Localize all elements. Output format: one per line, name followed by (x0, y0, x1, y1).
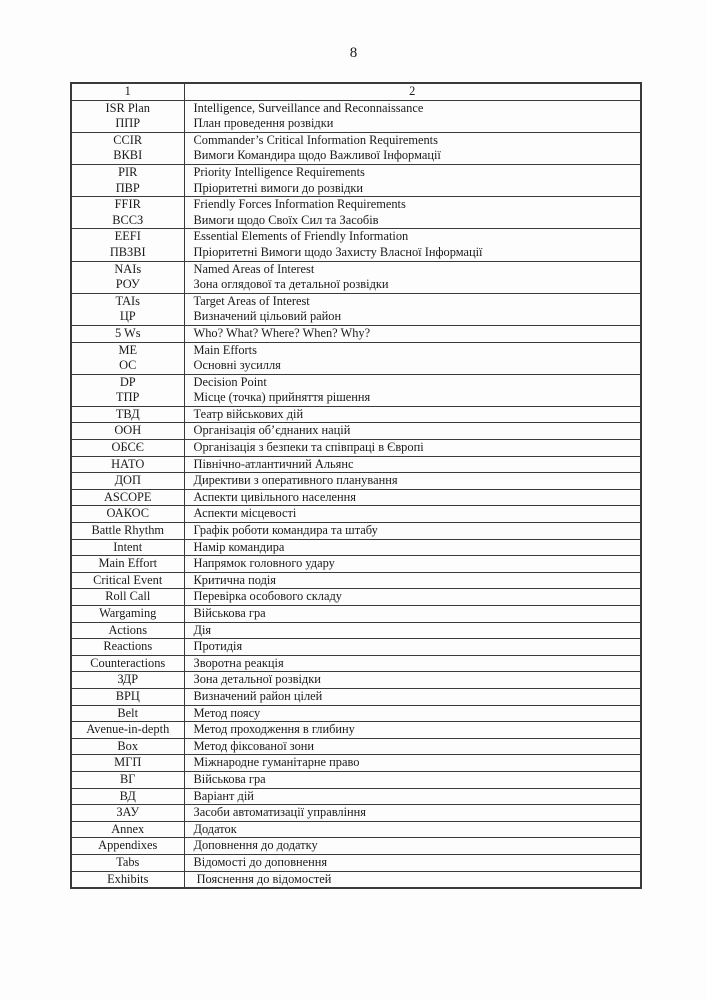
definition-cell (184, 374, 641, 406)
definition-text: Аспекти цивільного населення (193, 489, 356, 504)
abbreviation-cell (71, 440, 184, 457)
abbreviation-text: DP (119, 374, 136, 389)
definition-text: Зона детальної розвідки (193, 672, 321, 687)
abbreviation-text: Exhibits (107, 871, 149, 886)
abbreviation-text: Main Effort (98, 556, 158, 571)
abbreviation-cell (71, 788, 184, 805)
definition-cell (184, 688, 641, 705)
table-row (71, 556, 641, 573)
definition-text: Театр військових дій (193, 406, 304, 421)
abbreviation-cell (71, 342, 184, 374)
table-header-row (71, 83, 641, 100)
definition-text: Додаток (193, 821, 237, 836)
abbreviation-cell (71, 771, 184, 788)
abbreviation-text: Critical Event (93, 572, 163, 587)
table-row (71, 489, 641, 506)
abbreviation-text: РОУ (115, 277, 140, 292)
abbreviation-cell (71, 871, 184, 888)
definition-text: Пріоритетні вимоги до розвідки (193, 180, 364, 195)
abbreviation-cell (71, 838, 184, 855)
definition-text: Метод фіксованої зони (193, 738, 315, 753)
definition-text: Військова гра (193, 606, 266, 620)
abbreviation-text: ТПР (116, 390, 140, 405)
abbreviation-text: ДОП (114, 473, 141, 488)
definition-cell (184, 672, 641, 689)
abbreviation-cell (71, 406, 184, 423)
abbreviation-text: ОБСЄ (111, 440, 144, 455)
definition-cell (184, 572, 641, 589)
table-row (71, 374, 641, 406)
definition-cell (184, 473, 641, 490)
abbreviation-text: CCIR (113, 132, 143, 147)
abbreviation-text: NAIs (114, 261, 142, 276)
abbreviation-text: ПВР (115, 180, 140, 195)
table-row (71, 688, 641, 705)
abbreviation-text: Box (117, 738, 139, 753)
abbreviation-text: TAIs (115, 293, 140, 308)
table-row (71, 325, 641, 342)
table-row (71, 589, 641, 606)
abbreviation-cell (71, 100, 184, 132)
abbreviation-cell (71, 132, 184, 164)
definition-text: Intelligence, Surveillance and Reconnaissance (193, 100, 424, 115)
abbreviation-cell (71, 374, 184, 406)
abbreviation-cell (71, 423, 184, 440)
abbreviation-text: Roll Call (105, 589, 151, 604)
abbreviation-cell (71, 805, 184, 822)
definition-text: Критична подія (193, 572, 277, 587)
abbreviation-text: Intent (113, 539, 143, 554)
definition-cell (184, 197, 641, 229)
definition-text: Напрямок головного удару (193, 556, 335, 571)
abbreviation-text: ISR Plan (105, 100, 150, 115)
definition-text: Доповнення до додатку (193, 838, 318, 853)
definition-cell (184, 755, 641, 772)
abbreviation-text: ЗАУ (116, 805, 140, 820)
abbreviation-text: ВД (119, 788, 136, 803)
abbreviation-text: МГП (114, 755, 142, 770)
abbreviation-text: ASCOPE (103, 489, 152, 504)
abbreviation-text: Belt (117, 705, 139, 720)
abbreviation-text: Actions (108, 622, 148, 637)
table-row (71, 197, 641, 229)
definition-cell (184, 523, 641, 540)
definition-cell (184, 838, 641, 855)
table-row (71, 164, 641, 196)
definition-cell (184, 261, 641, 293)
definition-text: Пріоритетні Вимоги щодо Захисту Власної Інформації (193, 244, 483, 259)
abbreviation-text: Tabs (116, 854, 140, 869)
abbreviation-cell (71, 606, 184, 623)
table-row (71, 622, 641, 639)
definition-cell (184, 771, 641, 788)
table-row (71, 755, 641, 772)
table-row (71, 342, 641, 374)
definition-text: Міжнародне гуманітарне право (193, 755, 360, 770)
definition-text: Визначений цільовий район (193, 309, 342, 324)
definition-text: Військова гра (193, 771, 266, 786)
abbreviation-text: ПВЗВІ (109, 244, 146, 259)
abbreviation-text: ВГ (120, 771, 136, 786)
definition-text: Target Areas of Interest (193, 293, 310, 308)
column-header-1-label: 1 (124, 84, 131, 98)
definition-text: Priority Intelligence Requirements (193, 164, 365, 179)
definition-text: Намір командира (193, 539, 285, 554)
abbreviation-text: Reactions (103, 639, 153, 654)
abbreviation-text: ОАКОС (106, 506, 150, 521)
table-row (71, 506, 641, 523)
abbreviation-cell (71, 523, 184, 540)
definition-text: Засоби автоматизації управління (193, 805, 366, 820)
abbreviation-cell (71, 506, 184, 523)
definition-text: Організація з безпеки та співпраці в Європі (193, 440, 424, 455)
definition-cell (184, 456, 641, 473)
abbreviation-cell (71, 688, 184, 705)
definition-text: Friendly Forces Information Requirements (193, 197, 406, 212)
definition-text: Essential Elements of Friendly Information (193, 229, 409, 244)
abbreviation-cell (71, 672, 184, 689)
abbreviation-cell (71, 261, 184, 293)
definition-text: Визначений район цілей (193, 688, 323, 703)
abbreviation-cell (71, 572, 184, 589)
definition-text: Зворотна реакція (193, 655, 284, 670)
abbreviation-text: ВКВІ (113, 148, 143, 163)
definition-cell (184, 539, 641, 556)
table-row (71, 705, 641, 722)
definition-cell (184, 556, 641, 573)
definition-text: Північно-атлантичний Альянс (193, 456, 354, 471)
abbreviation-text: ME (118, 342, 138, 357)
definition-text: Зона оглядової та детальної розвідки (193, 277, 389, 292)
definition-text: План проведення розвідки (193, 116, 334, 131)
definition-cell (184, 506, 641, 523)
definition-cell (184, 705, 641, 722)
definition-cell (184, 639, 641, 656)
table-row (71, 722, 641, 739)
definition-text: Аспекти місцевості (193, 506, 297, 521)
abbreviation-text: EEFI (114, 229, 141, 244)
definition-cell (184, 325, 641, 342)
definition-text: Протидія (193, 639, 243, 654)
abbreviation-text: Wargaming (99, 606, 157, 620)
abbreviation-cell (71, 456, 184, 473)
definition-text: Графік роботи командира та штабу (193, 523, 378, 538)
abbreviation-cell (71, 722, 184, 739)
definition-text: Who? What? Where? When? Why? (193, 325, 371, 340)
abbreviation-cell (71, 539, 184, 556)
definition-text: Decision Point (193, 374, 267, 389)
column-header-1 (71, 83, 184, 100)
abbreviation-cell (71, 325, 184, 342)
abbreviation-cell (71, 164, 184, 196)
definition-cell (184, 606, 641, 623)
table-row (71, 406, 641, 423)
definition-text: Commander’s Critical Information Requirements (193, 132, 438, 147)
definition-text: Основні зусилля (193, 358, 281, 373)
definition-cell (184, 440, 641, 457)
table-row (71, 229, 641, 261)
table-row (71, 738, 641, 755)
abbreviation-cell (71, 854, 184, 871)
table-row (71, 871, 641, 888)
table-row (71, 838, 641, 855)
definition-cell (184, 489, 641, 506)
definition-cell (184, 821, 641, 838)
definition-text: Варіант дій (193, 788, 254, 803)
definition-text: Метод проходження в глибину (193, 722, 355, 737)
table-row (71, 539, 641, 556)
abbreviation-cell (71, 639, 184, 656)
table-row (71, 771, 641, 788)
abbreviations-table (70, 82, 642, 889)
table-row (71, 132, 641, 164)
definition-text: Місце (точка) прийняття рішення (193, 390, 371, 405)
table-row (71, 854, 641, 871)
definition-text: Named Areas of Interest (193, 261, 315, 276)
table-row (71, 261, 641, 293)
abbreviation-text: Avenue-in-depth (86, 722, 170, 737)
definition-text: Main Efforts (193, 342, 257, 357)
table-row (71, 821, 641, 838)
abbreviation-text: ОС (119, 358, 137, 373)
table-row (71, 655, 641, 672)
abbreviation-cell (71, 489, 184, 506)
table-row (71, 805, 641, 822)
table-row (71, 572, 641, 589)
definition-cell (184, 132, 641, 164)
definition-cell (184, 788, 641, 805)
abbreviation-text: Battle Rhythm (91, 523, 165, 538)
abbreviation-cell (71, 821, 184, 838)
definition-text: Метод поясу (193, 705, 261, 720)
abbreviation-cell (71, 556, 184, 573)
definition-cell (184, 854, 641, 871)
definition-cell (184, 406, 641, 423)
abbreviation-text: ЦР (119, 309, 136, 324)
abbreviation-text: ППР (115, 116, 141, 131)
table-row (71, 523, 641, 540)
abbreviation-cell (71, 655, 184, 672)
table-row (71, 293, 641, 325)
definition-cell (184, 164, 641, 196)
definition-cell (184, 229, 641, 261)
abbreviation-cell (71, 705, 184, 722)
abbreviation-cell (71, 293, 184, 325)
table-row (71, 672, 641, 689)
abbreviation-cell (71, 589, 184, 606)
table-row (71, 473, 641, 490)
table-row (71, 440, 641, 457)
abbreviation-text: ЗДР (117, 672, 139, 687)
table-row (71, 100, 641, 132)
table-header (71, 83, 641, 100)
definition-cell (184, 738, 641, 755)
definition-text: Вимоги щодо Своїх Сил та Засобів (193, 212, 379, 227)
definition-cell (184, 589, 641, 606)
abbreviation-text: PIR (118, 164, 138, 179)
page-number: 8 (349, 45, 358, 61)
abbreviation-text: Counteractions (90, 655, 166, 670)
column-header-2 (184, 83, 641, 100)
definition-cell (184, 342, 641, 374)
abbreviation-text: Appendixes (98, 838, 158, 853)
definition-cell (184, 293, 641, 325)
abbreviation-cell (71, 755, 184, 772)
column-header-2-label: 2 (409, 84, 416, 98)
abbreviation-text: FFIR (114, 197, 141, 212)
abbreviation-text: Annex (111, 821, 145, 836)
definition-cell (184, 805, 641, 822)
definition-cell (184, 871, 641, 888)
definition-text: Організація об’єднаних націй (193, 423, 351, 438)
table-body (71, 100, 641, 888)
abbreviation-cell (71, 229, 184, 261)
definition-cell (184, 100, 641, 132)
table-row (71, 456, 641, 473)
definition-text: Дія (193, 622, 212, 637)
table-row (71, 423, 641, 440)
abbreviation-text: НАТО (111, 456, 145, 471)
definition-text: Вимоги Командира щодо Важливої Інформації (193, 148, 441, 163)
definition-text: Пояснення до відомостей (193, 871, 332, 886)
definition-text: Перевірка особового складу (193, 589, 342, 604)
abbreviation-cell (71, 738, 184, 755)
definition-text: Відомості до доповнення (193, 854, 328, 869)
abbreviation-text: 5 Ws (114, 325, 141, 340)
abbreviation-text: ВССЗ (112, 212, 144, 227)
table-row (71, 606, 641, 623)
definition-text: Директиви з оперативного планування (193, 473, 398, 488)
definition-cell (184, 655, 641, 672)
abbreviation-cell (71, 197, 184, 229)
table-row (71, 639, 641, 656)
definition-cell (184, 423, 641, 440)
abbreviation-cell (71, 473, 184, 490)
abbreviation-text: ТВД (115, 406, 140, 421)
table-row (71, 788, 641, 805)
definition-cell (184, 622, 641, 639)
abbreviation-text: ВРЦ (115, 688, 140, 703)
abbreviation-text: ООН (114, 423, 142, 438)
abbreviation-cell (71, 622, 184, 639)
definition-cell (184, 722, 641, 739)
